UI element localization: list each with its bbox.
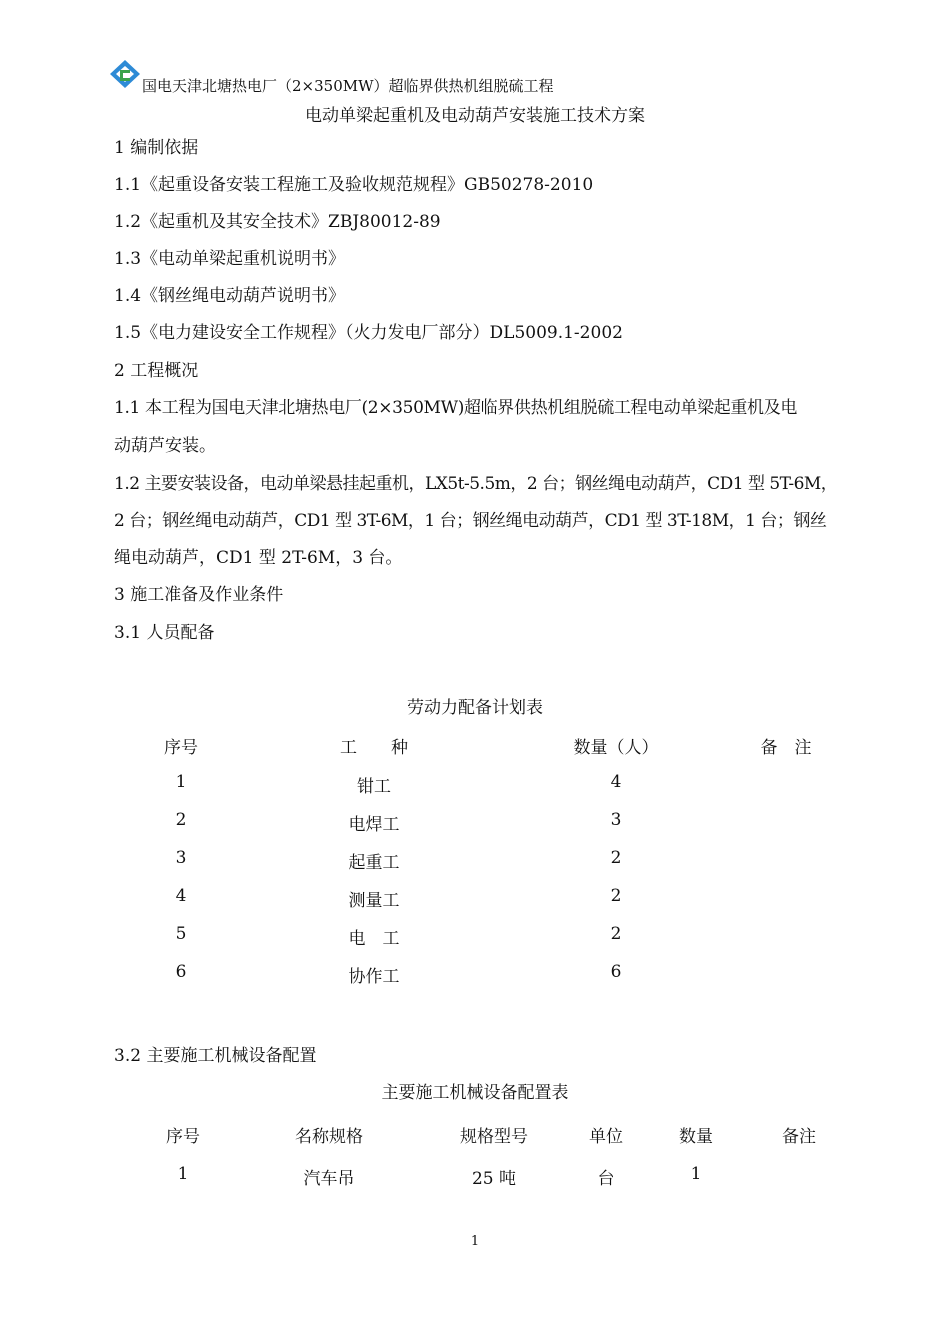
page-number: 1 [470, 1234, 480, 1249]
labor-header-trade: 工 种 [340, 738, 408, 758]
labor-table-caption: 劳动力配备计划表 [407, 698, 543, 718]
reference-1-5: 1.5《电力建设安全工作规程》（火力发电厂部分）DL5009.1-2002 [114, 323, 623, 343]
table-cell: 电焊工 [348, 815, 400, 835]
section-3-heading: 3 施工准备及作业条件 [114, 585, 284, 605]
overview-1-2-line2: 2 台；钢丝绳电动葫芦，CD1 型 3T-6M，1 台；钢丝绳电动葫芦，CD1 型 3T-18M，1 台；钢丝 [114, 511, 827, 531]
equipment-header-qty: 数量 [679, 1127, 713, 1147]
table-cell: 测量工 [348, 891, 400, 911]
table-cell: 台 [597, 1169, 615, 1189]
labor-header-no: 序号 [164, 738, 198, 758]
table-cell: 1 [177, 1164, 189, 1184]
table-cell: 3 [175, 848, 187, 868]
table-cell: 6 [610, 962, 622, 982]
equipment-header-no: 序号 [166, 1127, 200, 1147]
labor-header-count: 数量（人） [573, 738, 659, 758]
table-cell: 2 [610, 886, 622, 906]
table-cell: 4 [175, 886, 187, 906]
table-cell: 3 [610, 810, 622, 830]
overview-1-2-line3: 绳电动葫芦，CD1 型 2T-6M，3 台。 [114, 548, 403, 568]
table-cell: 钳工 [357, 777, 391, 797]
table-cell: 汽车吊 [303, 1169, 355, 1189]
reference-1-1: 1.1《起重设备安装工程施工及验收规范规程》GB50278-2010 [114, 175, 594, 195]
equipment-header-note: 备注 [782, 1127, 816, 1147]
equipment-table-caption: 主要施工机械设备配置表 [381, 1083, 569, 1103]
reference-1-2: 1.2《起重机及其安全技术》ZBJ80012-89 [114, 212, 441, 232]
table-cell: 2 [610, 848, 622, 868]
table-cell: 2 [175, 810, 187, 830]
table-cell: 协作工 [348, 967, 400, 987]
equipment-header-model: 规格型号 [460, 1127, 528, 1147]
overview-1-2-line1: 1.2 主要安装设备，电动单梁悬挂起重机，LX5t-5.5m，2 台；钢丝绳电动葫芦，CD1 型 5T-6M， [114, 474, 838, 494]
table-cell: 1 [175, 772, 187, 792]
table-cell: 1 [690, 1164, 702, 1184]
table-cell: 起重工 [348, 853, 400, 873]
table-cell: 电 工 [348, 929, 400, 949]
document-header: 国电天津北塘热电厂（2×350MW）超临界供热机组脱硫工程 [142, 77, 554, 95]
section-1-heading: 1 编制依据 [114, 138, 199, 158]
company-logo-icon [108, 58, 142, 90]
table-cell: 25 吨 [471, 1169, 517, 1189]
labor-header-note: 备 注 [760, 738, 812, 758]
table-cell: 2 [610, 924, 622, 944]
table-cell: 5 [175, 924, 187, 944]
table-cell: 6 [175, 962, 187, 982]
section-3-1-heading: 3.1 人员配备 [114, 623, 215, 643]
section-3-2-heading: 3.2 主要施工机械设备配置 [114, 1046, 317, 1066]
equipment-header-unit: 单位 [589, 1127, 623, 1147]
section-2-heading: 2 工程概况 [114, 361, 199, 381]
reference-1-3: 1.3《电动单梁起重机说明书》 [114, 249, 346, 269]
overview-1-1-line2: 动葫芦安装。 [114, 436, 216, 456]
table-cell: 4 [610, 772, 622, 792]
overview-1-1-line1: 1.1 本工程为国电天津北塘热电厂(2×350MW)超临界供热机组脱硫工程电动单梁起重机及电 [114, 398, 797, 418]
document-title: 电动单梁起重机及电动葫芦安装施工技术方案 [305, 106, 645, 126]
reference-1-4: 1.4《钢丝绳电动葫芦说明书》 [114, 286, 346, 306]
equipment-header-name: 名称规格 [295, 1127, 363, 1147]
